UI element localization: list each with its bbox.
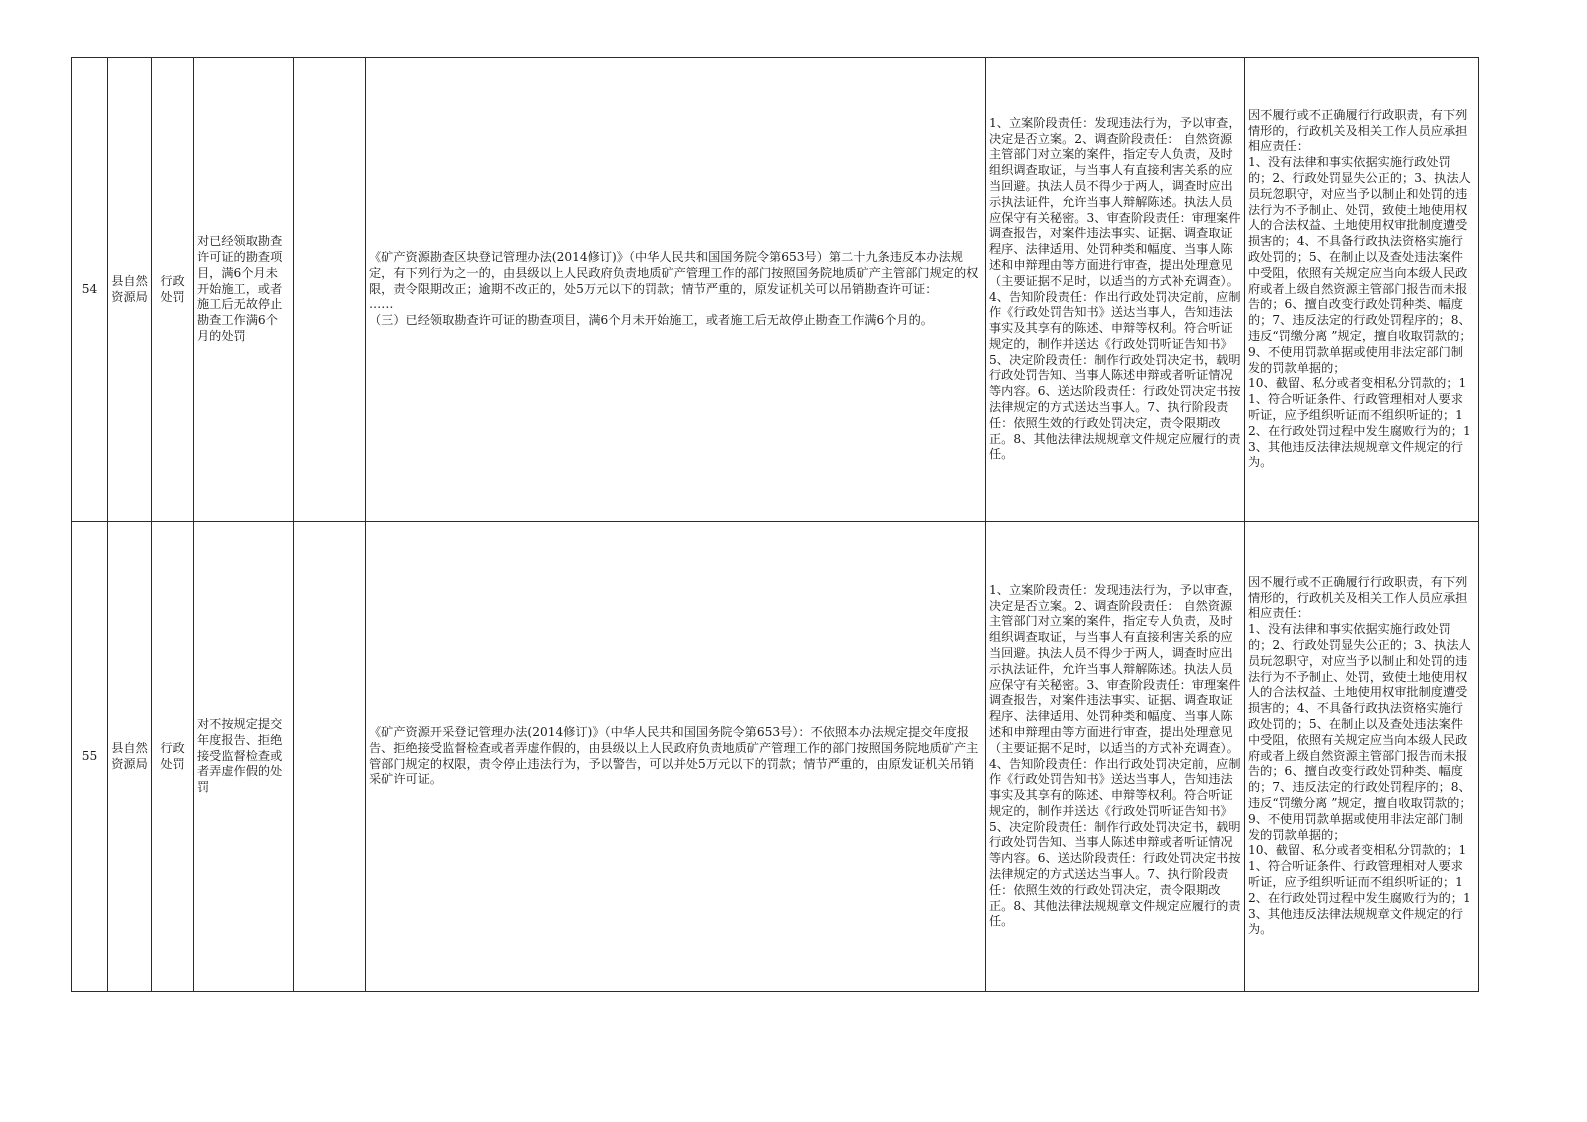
row-number: 55 xyxy=(72,522,108,992)
responsibility-cell: 1、立案阶段责任：发现违法行为，予以审查，决定是否立案。2、调查阶段责任： 自然资源主管部门对立案的案件，指定专人负责，及时组织调查取证，与当事人有直接利害关系的应当回避。执法人员不得少于两人，调查时应出示执法证件，允许当事人辩解陈述。执法人员应保守有关秘密。3、审查阶段责任：审理案件调查报告，对案件违法事实、证据、调查取证程序、法律适用、处罚种类和幅度、当事人陈述和申辩理由等方面进行审查，提出处理意见（主要证据不足时，以适当的方式补充调查）。4、告知阶段责任：作出行政处罚决定前，应制作《行政处罚告知书》送达当事人，告知违法事实及其享有的陈述、申辩等权利。符合听证规定的，制作并送达《行政处罚听证告知书》5、决定阶段责任：制作行政处罚决定书，载明行政处罚告知、当事人陈述申辩或者听证情况等内容。6、送达阶段责任：行政处罚决定书按法律规定的方式送达当事人。7、执行阶段责任：依照生效的行政处罚决定，责令限期改正。8、其他法律法规规章文件规定应履行的责任。 xyxy=(986,58,1245,522)
legal-basis-cell xyxy=(366,58,986,522)
table-row xyxy=(72,522,1479,992)
item-name-cell: 对已经领取勘查许可证的勘查项目，满6个月未开始施工，或者施工后无故停止勘查工作满6个月的处罚 xyxy=(194,58,294,522)
legal-basis-paragraph: 《矿产资源开采登记管理办法(2014修订)》（中华人民共和国国务院令第653号）：不依照本办法规定提交年度报告、拒绝接受监督检查或者弄虚作假的，由县级以上人民政府负责地质矿产管理工作的部门按照国务院地质矿产主管部门规定的权限，责令停止违法行为，予以警告，可以并处5万元以下的罚款；情节严重的，由原发证机关吊销采矿许可证。 xyxy=(369,724,979,787)
legal-basis-paragraph: （三）已经领取勘查许可证的勘查项目，满6个月未开始施工，或者施工后无故停止勘查工作满6个月的。 xyxy=(369,313,933,328)
legal-basis-cell xyxy=(366,522,986,992)
legal-basis-ellipsis: …… xyxy=(369,297,394,312)
power-list-table xyxy=(71,57,1479,992)
department-cell: 县自然资源局 xyxy=(108,522,152,992)
power-type-cell: 行政处罚 xyxy=(152,58,194,522)
responsibility-cell: 1、立案阶段责任：发现违法行为，予以审查，决定是否立案。2、调查阶段责任： 自然资源主管部门对立案的案件，指定专人负责，及时组织调查取证，与当事人有直接利害关系的应当回避。执法人员不得少于两人，调查时应出示执法证件，允许当事人辩解陈述。执法人员应保守有关秘密。3、审查阶段责任：审理案件调查报告，对案件违法事实、证据、调查取证程序、法律适用、处罚种类和幅度、当事人陈述和申辩理由等方面进行审查，提出处理意见（主要证据不足时，以适当的方式补充调查）。4、告知阶段责任：作出行政处罚决定前，应制作《行政处罚告知书》送达当事人，告知违法事实及其享有的陈述、申辩等权利。符合听证规定的，制作并送达《行政处罚听证告知书》5、决定阶段责任：制作行政处罚决定书，载明行政处罚告知、当事人陈述申辩或者听证情况等内容。6、送达阶段责任：行政处罚决定书按法律规定的方式送达当事人。7、执行阶段责任：依照生效的行政处罚决定，责令限期改正。8、其他法律法规规章文件规定应履行的责任。 xyxy=(986,522,1245,992)
power-type-cell: 行政处罚 xyxy=(152,522,194,992)
accountability-cell: 因不履行或不正确履行行政职责，有下列情形的，行政机关及相关工作人员应承担相应责任： 1、没有法律和事实依据实施行政处罚的；2、行政处罚显失公正的；3、执法人员玩忽职守，对应当予以制止和处罚的违法行为不予制止、处罚，致使土地使用权人的合法权益、土地使用权审批制度遭受损害的；4、不具备行政执法资格实施行政处罚的；5、在制止以及查处违法案件中受阻，依照有关规定应当向本级人民政府或者上级自然资源主管部门报告而未报告的；6、擅自改变行政处罚种类、幅度的；7、违反法定的行政处罚程序的；8、违反“罚缴分离 ”规定，擅自收取罚款的；9、不使用罚款单据或使用非法定部门制发的罚款单据的； 10、截留、私分或者变相私分罚款的；11、符合听证条件、行政管理相对人要求听证，应予组织听证而不组织听证的；12、在行政处罚过程中发生腐败行为的；13、其他违反法律法规规章文件规定的行为。 xyxy=(1245,522,1479,992)
table-row xyxy=(72,58,1479,522)
sub-item-cell xyxy=(294,522,366,992)
item-name-cell: 对不按规定提交年度报告、拒绝接受监督检查或者弄虚作假的处罚 xyxy=(194,522,294,992)
row-number: 54 xyxy=(72,58,108,522)
sub-item-cell xyxy=(294,58,366,522)
department-cell: 县自然资源局 xyxy=(108,58,152,522)
accountability-cell: 因不履行或不正确履行行政职责，有下列情形的，行政机关及相关工作人员应承担相应责任： 1、没有法律和事实依据实施行政处罚的；2、行政处罚显失公正的；3、执法人员玩忽职守，对应当予以制止和处罚的违法行为不予制止、处罚，致使土地使用权人的合法权益、土地使用权审批制度遭受损害的；4、不具备行政执法资格实施行政处罚的；5、在制止以及查处违法案件中受阻，依照有关规定应当向本级人民政府或者上级自然资源主管部门报告而未报告的；6、擅自改变行政处罚种类、幅度的；7、违反法定的行政处罚程序的；8、违反“罚缴分离 ”规定，擅自收取罚款的；9、不使用罚款单据或使用非法定部门制发的罚款单据的； 10、截留、私分或者变相私分罚款的；11、符合听证条件、行政管理相对人要求听证，应予组织听证而不组织听证的；12、在行政处罚过程中发生腐败行为的；13、其他违反法律法规规章文件规定的行为。 xyxy=(1245,58,1479,522)
legal-basis-paragraph: 《矿产资源勘查区块登记管理办法(2014修订)》（中华人民共和国国务院令第653号）第二十九条违反本办法规定，有下列行为之一的，由县级以上人民政府负责地质矿产管理工作的部门按照国务院地质矿产主管部门规定的权限，责令限期改正；逾期不改正的，处5万元以下的罚款；情节严重的，原发证机关可以吊销勘查许可证： xyxy=(369,250,979,296)
